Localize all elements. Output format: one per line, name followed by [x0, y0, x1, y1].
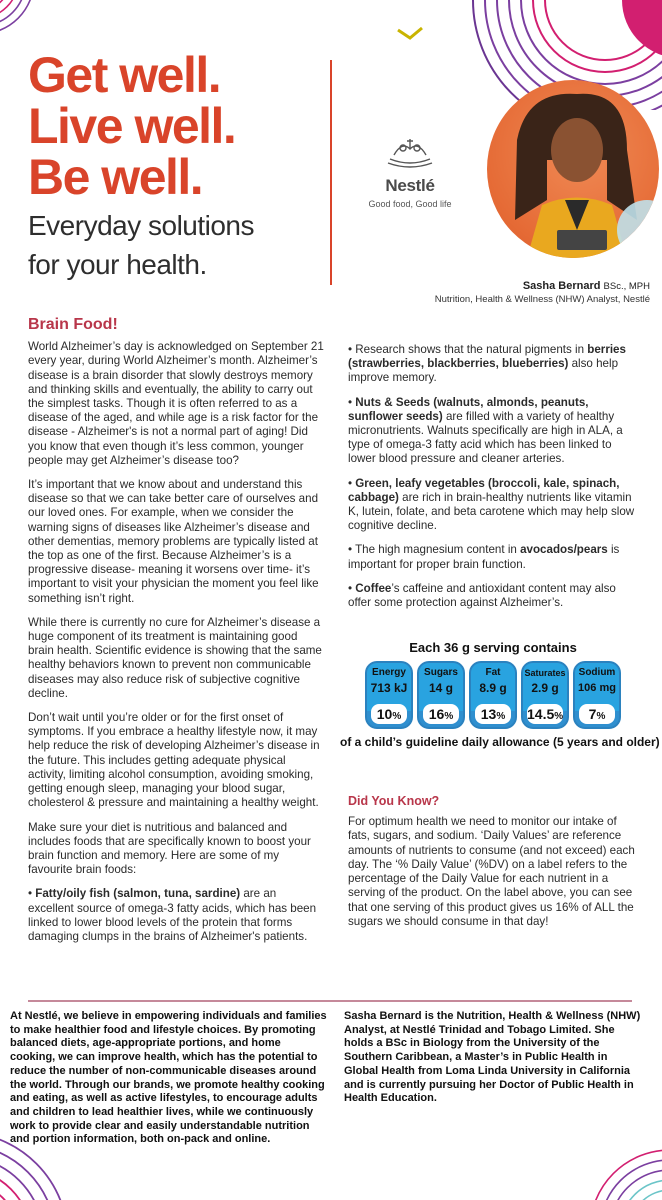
brain-food-bullet: • Green, leafy vegetables (broccoli, kale, spinach, cabbage) are rich in brain-healthy nutrients like vitamin K, lutein, folate, and beta carotene which may help slow cognitive decline.: [348, 476, 635, 533]
decorative-arcs-bottom-right: [520, 1110, 662, 1200]
nutrition-label-header: Each 36 g serving contains: [409, 640, 577, 655]
author-name: Sasha Bernard: [522, 280, 601, 292]
article-column-left: [28, 318, 324, 954]
brand-logo: [355, 135, 465, 209]
nutrient-box-sodium: Sodium 106 mg 7%: [573, 661, 621, 729]
nutrient-box-fat: Fat 8.9 g 13%: [469, 661, 517, 729]
did-you-know-title: Did You Know?: [348, 794, 440, 808]
author-degree: BSc., MPH: [603, 281, 650, 292]
brain-food-bullet: • Nuts & Seeds (walnuts, almonds, peanuts, sunflower seeds) are filled with a variety of healthy micronutrients. Walnuts specifically are high in ALA, a type of omega-3 fatty acid which has been linked to lower blood pressure and cleaner arteries.: [348, 395, 623, 466]
brand-name: Nestlé: [385, 176, 435, 195]
nutrient-box-sugars: Sugars 14 g 16%: [417, 661, 465, 729]
headline-line-3: Be well.: [28, 149, 203, 205]
divider-vertical: [330, 60, 332, 285]
article-paragraph: While there is currently no cure for Alzheimer’s disease a huge component of its treatment is maintaining good brain health. Scientific evidence is showing that the same healthy behaviors known to prevent non communicable diseases may also reduce risk of subjective cognitive decline.: [28, 615, 322, 700]
nutrient-box-energy: Energy 713 kJ 10%: [365, 661, 413, 729]
nutrition-label-row: [348, 661, 638, 729]
article-column-right: [348, 343, 638, 620]
did-you-know-body: For optimum health we need to monitor our intake of fats, sugars, and sodium. ‘Daily Values’ are reference amounts of nutrients to consume (and not exceed) each day. The ‘% Daily Value’ (%DV) on a label refers to the percentage of the Daily Value for each nutrient in a serving of the product. On the label above, you can see that one serving of this product gives us 16% of ALL the sugars we should consume in that day!: [348, 815, 635, 929]
decorative-arcs-bottom-left: [0, 1070, 150, 1200]
article-paragraph: It’s important that we know about and understand this disease so that we can take better care of ourselves and our loved ones. For example, when we consider the warning signs of diseases like Alzheimer’s disease and other dementias, memory problems are typically listed at the top as one of the first. Because Alzheimer’s is a progressive disease- meaning it worsens over time- it’s important to visit your physician the moment you feel like something isn’t right.: [28, 478, 319, 605]
author-byline: [360, 280, 650, 305]
article-title: Brain Food!: [28, 316, 118, 333]
author-photo-illustration: [487, 80, 659, 258]
brain-food-bullet: • Fatty/oily fish (salmon, tuna, sardine) are an excellent source of omega-3 fatty acids, which has been linked to lower blood levels of the protein that forms damaging clumps in the brains of Alzheimer's patients.: [28, 887, 317, 943]
footer-nestle-statement: At Nestlé, we believe in empowering individuals and families to make healthier food and lifestyle choices. By promoting balanced diets, age-appropriate portions, and home cooking, we can improve health, which has the potential to reduce the number of non-communicable diseases around the world. Through our brands, we promote healthy cooking and eating, as well as active lifestyles, to encourage adults and children to lead healthier lives, while we continuously work to provide clear and easily understandable nutrition and portion information, both on-pack and online.: [10, 1010, 327, 1146]
nutrition-label-footer: of a child’s guideline daily allowance (5 years and older): [340, 735, 660, 749]
brain-food-bullet: • Research shows that the natural pigments in berries (strawberries, blackberries, blueberries) also help improve memory.: [348, 343, 626, 385]
nest-logo-icon: [380, 135, 440, 171]
article-paragraph: Don’t wait until you’re older or for the first onset of symptoms. If you embrace a healthy lifestyle now, it may help reduce the risk of developing Alzheimer’s disease in the future. This includes getting adequate physical activity, limiting alcohol consumption, avoiding smoking, getting enough sleep, managing your blood sugar, cholesterol & pressure and maintaining a healthy weight.: [28, 711, 320, 810]
nutrition-label: [340, 640, 660, 749]
nutrient-box-saturates: Saturates 2.9 g 14.5%: [521, 661, 569, 729]
divider-horizontal: [28, 1000, 632, 1002]
article-paragraph: World Alzheimer’s day is acknowledged on September 21 every year, during World Alzheimer’s month. Alzheimer’s disease is a brain disorder that slowly destroys memory and thinking skills and eventually, the ability to carry out the simplest tasks. Though it is often referred to as a disease of the aged, and while age is a risk factor for the disease - Alzheimer's is not a normal part of aging! Did you know that even though it’s less common, younger people may get Alzheimer’s disease too?: [28, 340, 324, 467]
brain-food-bullet: • Coffee’s caffeine and antioxidant content may also offer some protection against Alzheimer’s.: [348, 581, 616, 610]
brain-food-bullet: • The high magnesium content in avocados/pears is important for proper brain function.: [348, 543, 620, 571]
brand-tagline: Good food, Good life: [368, 199, 452, 209]
author-role: Nutrition, Health & Wellness (NHW) Analyst, Nestlé: [434, 294, 650, 305]
article-paragraph: Make sure your diet is nutritious and balanced and includes foods that are specifically known to boost your brain function and memory. Here are some of my favourite brain foods:: [28, 820, 311, 877]
author-photo: [487, 80, 659, 258]
headline-line-2: Live well.: [28, 98, 236, 154]
headline-block: [28, 47, 328, 281]
headline-line-1: Get well.: [28, 47, 221, 103]
subheadline-line-2: for your health.: [28, 249, 207, 280]
subheadline-line-1: Everyday solutions: [28, 210, 255, 241]
footer-author-bio: Sasha Bernard is the Nutrition, Health & Wellness (NHW) Analyst, at Nestlé Trinidad and Tobago Limited. She holds a BSc in Biology from the University of the Southern Caribbean, a Master’s in Public Health in Global Health from Loma Linda University in California and is currently pursuing her Doctor of Public Health in Health Education.: [344, 1010, 641, 1105]
